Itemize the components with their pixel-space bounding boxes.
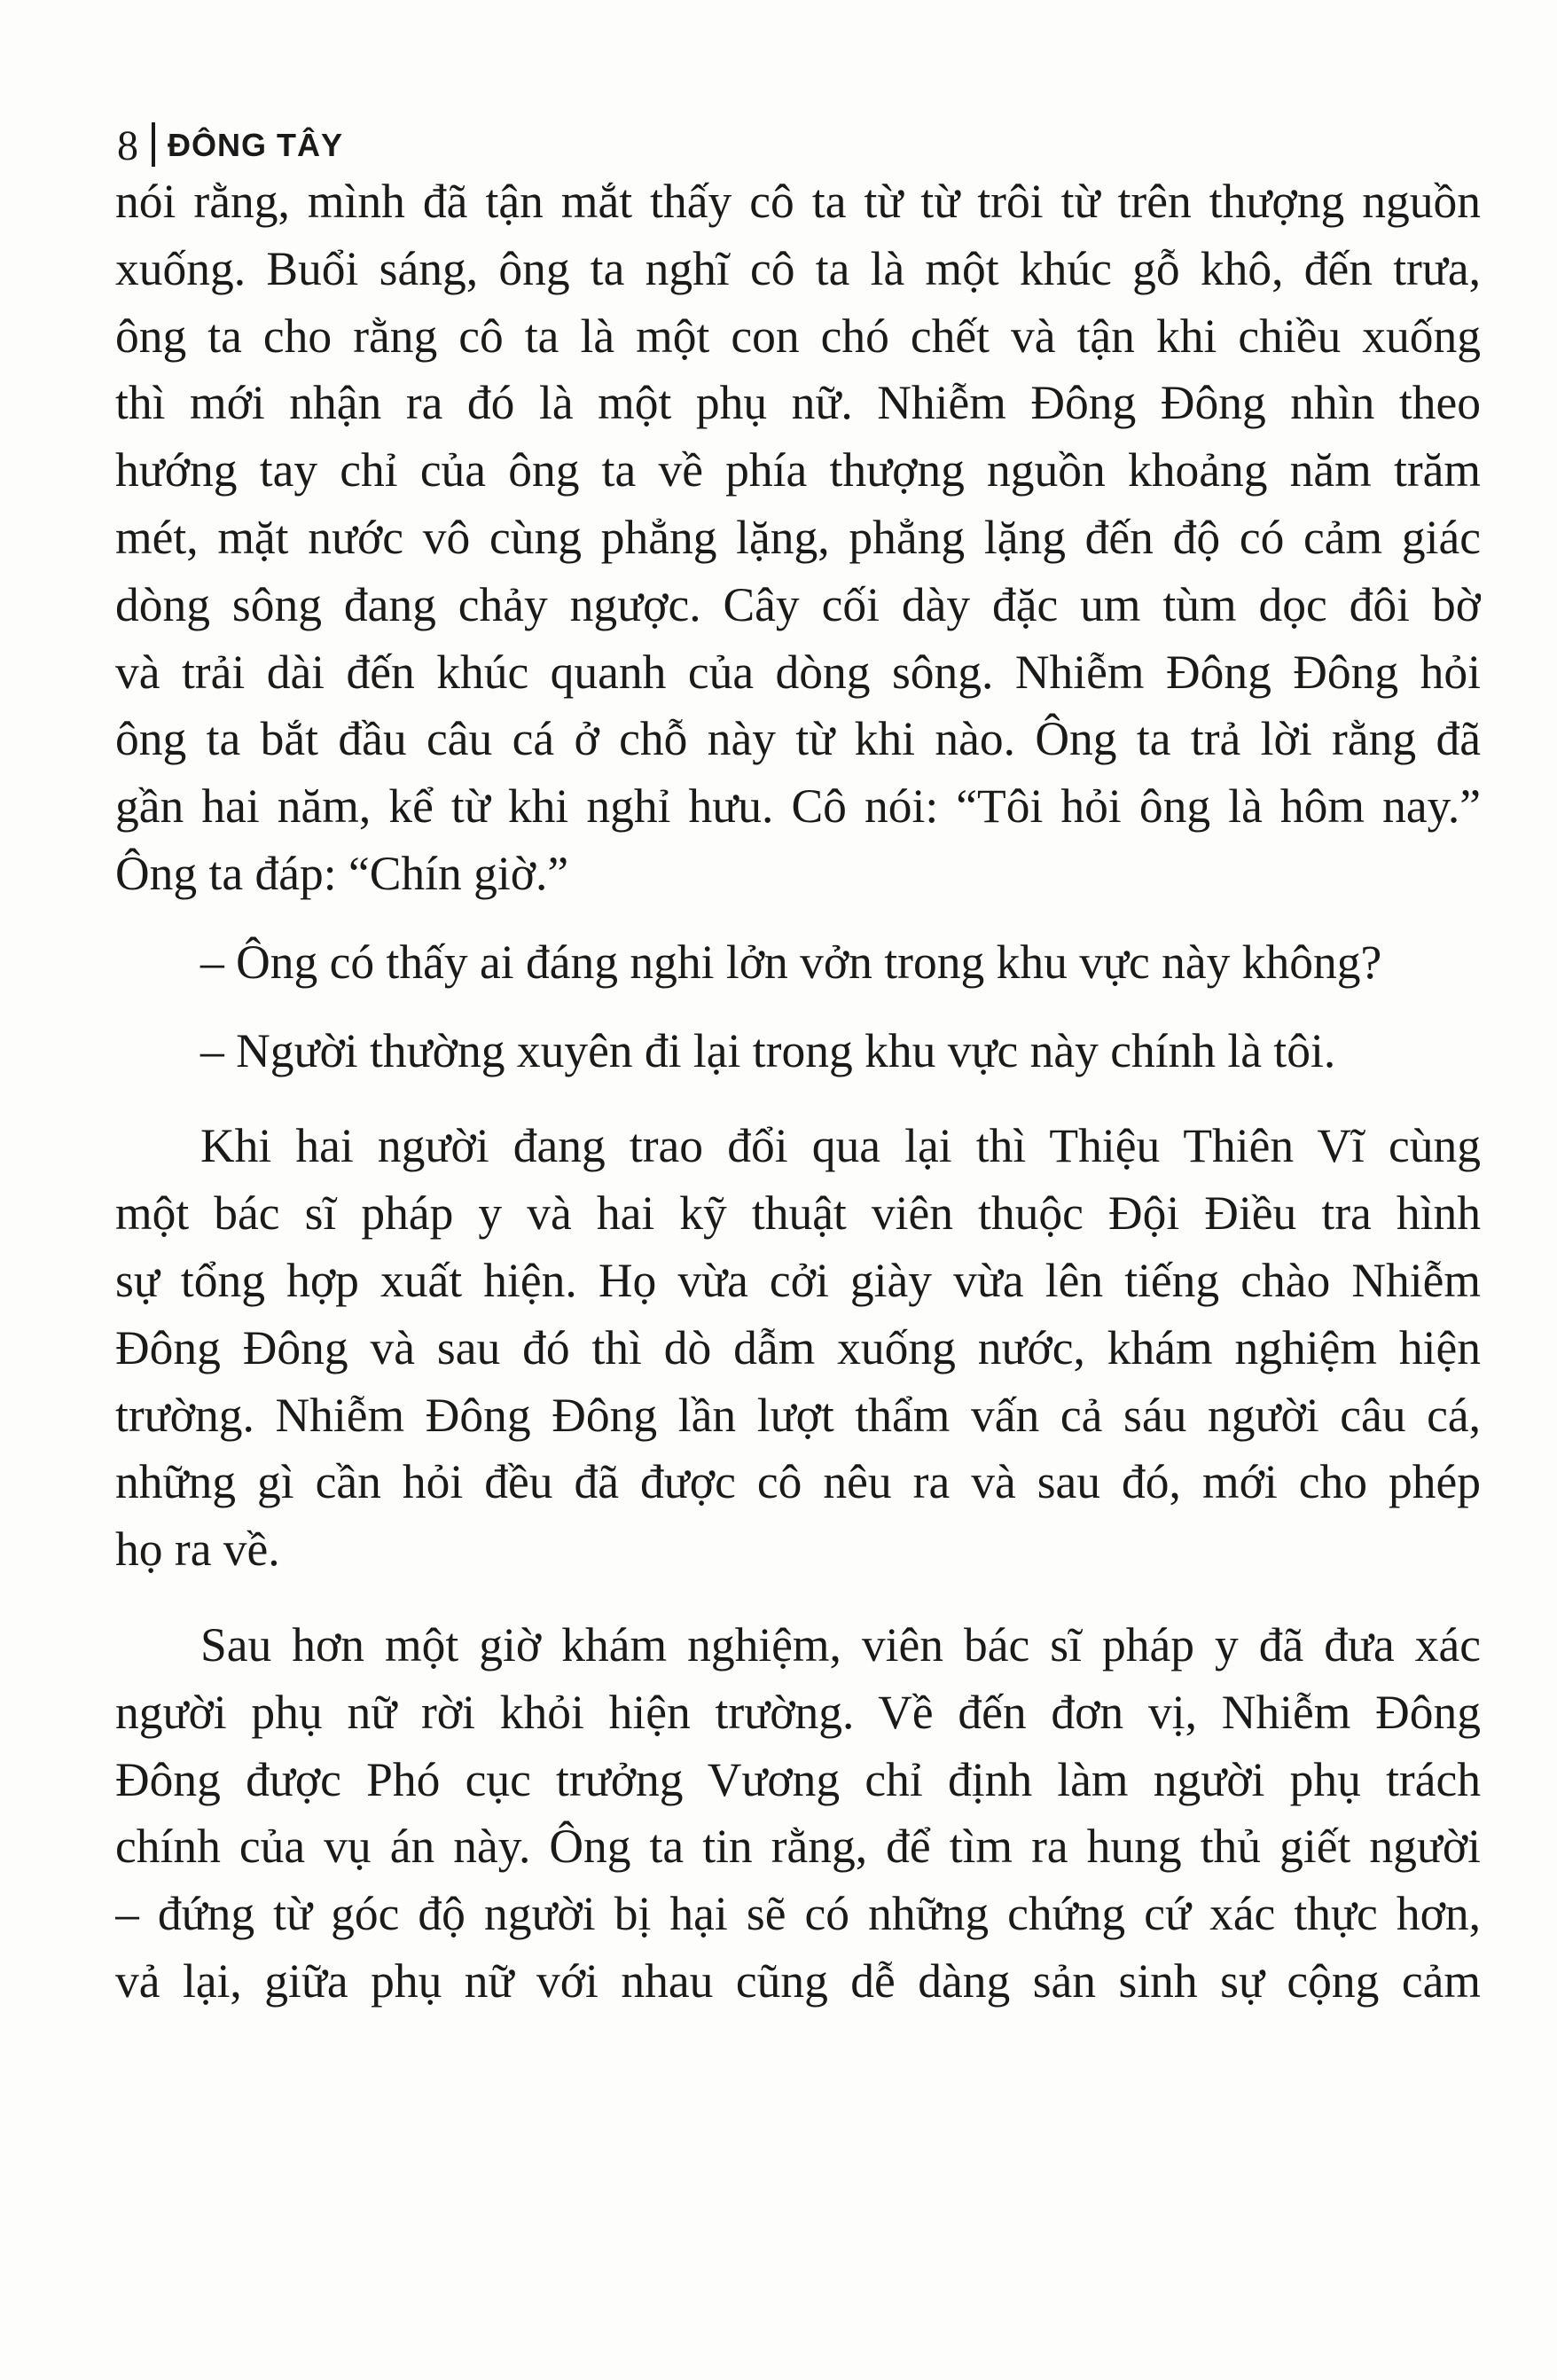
text-line: thì mới nhận ra đó là một phụ nữ. Nhiễm Đông Đông nhìn theo <box>115 376 1481 430</box>
text-line: dòng sông đang chảy ngược. Cây cối dày đặc um tùm dọc đôi bờ <box>115 577 1481 631</box>
text-line: những gì cần hỏi đều đã được cô nêu ra và sau đó, mới cho phép <box>115 1455 1481 1509</box>
text-line: Đông Đông và sau đó thì dò dẫm xuống nước, khám nghiệm hiện <box>115 1320 1481 1374</box>
paragraph <box>115 168 1481 908</box>
paragraph-gap <box>115 997 1481 1018</box>
paragraph-gap <box>115 1584 1481 1612</box>
text-line: – Người thường xuyên đi lại trong khu vực này chính là tôi. <box>200 1023 1336 1077</box>
text-line: nói rằng, mình đã tận mắt thấy cô ta từ từ trôi từ trên thượng nguồn <box>115 175 1481 228</box>
text-line: vả lại, giữa phụ nữ với nhau cũng dễ dàng sản sinh sự cộng cảm <box>115 1953 1481 2008</box>
text-line: Ông ta đáp: “Chín giờ.” <box>115 846 569 900</box>
book-title: ĐÔNG TÂY <box>168 127 344 163</box>
dialogue-line <box>115 1018 1481 1085</box>
text-line: Khi hai người đang trao đổi qua lại thì Thiệu Thiên Vĩ cùng <box>200 1119 1481 1173</box>
paragraph <box>115 1612 1481 2016</box>
text-line: hướng tay chỉ của ông ta về phía thượng nguồn khoảng năm trăm <box>115 443 1481 497</box>
text-line: – đứng từ góc độ người bị hại sẽ có những chứng cứ xác thực hơn, <box>115 1887 1481 1941</box>
paragraph-gap <box>115 1084 1481 1113</box>
body-text <box>115 168 1481 2016</box>
text-line: sự tổng hợp xuất hiện. Họ vừa cởi giày vừa lên tiếng chào Nhiễm <box>115 1253 1481 1307</box>
text-line: người phụ nữ rời khỏi hiện trường. Về đến đơn vị, Nhiễm Đông <box>115 1685 1481 1739</box>
text-line: chính của vụ án này. Ông ta tin rằng, để tìm ra hung thủ giết người <box>115 1820 1481 1874</box>
paragraph <box>115 1113 1481 1584</box>
text-line: ông ta bắt đầu câu cá ở chỗ này từ khi nào. Ông ta trả lời rằng đã <box>115 712 1481 766</box>
text-line: Đông được Phó cục trưởng Vương chỉ định làm người phụ trách <box>115 1752 1481 1806</box>
text-line: ông ta cho rằng cô ta là một con chó chết và tận khi chiều xuống <box>115 309 1481 363</box>
text-line: Sau hơn một giờ khám nghiệm, viên bác sĩ pháp y đã đưa xác <box>200 1617 1481 1671</box>
text-line: họ ra về. <box>115 1523 280 1577</box>
dialogue-line <box>115 929 1481 997</box>
paragraph-gap <box>115 908 1481 929</box>
page-number: 8 <box>117 122 139 169</box>
text-line: xuống. Buổi sáng, ông ta nghĩ cô ta là một khúc gỗ khô, đến trưa, <box>115 241 1481 295</box>
text-line: và trải dài đến khúc quanh của dòng sông. Nhiễm Đông Đông hỏi <box>115 645 1481 699</box>
text-line: mét, mặt nước vô cùng phẳng lặng, phẳng lặng đến độ có cảm giác <box>115 510 1481 564</box>
running-head <box>117 122 343 168</box>
text-line: gần hai năm, kể từ khi nghỉ hưu. Cô nói: “Tôi hỏi ông là hôm nay.” <box>115 779 1481 834</box>
text-line: trường. Nhiễm Đông Đông lần lượt thẩm vấn cả sáu người câu cá, <box>115 1388 1481 1442</box>
text-line: một bác sĩ pháp y và hai kỹ thuật viên thuộc Đội Điều tra hình <box>115 1186 1481 1241</box>
text-line: – Ông có thấy ai đáng nghi lởn vởn trong khu vực này không? <box>200 935 1382 989</box>
header-divider <box>152 122 155 167</box>
